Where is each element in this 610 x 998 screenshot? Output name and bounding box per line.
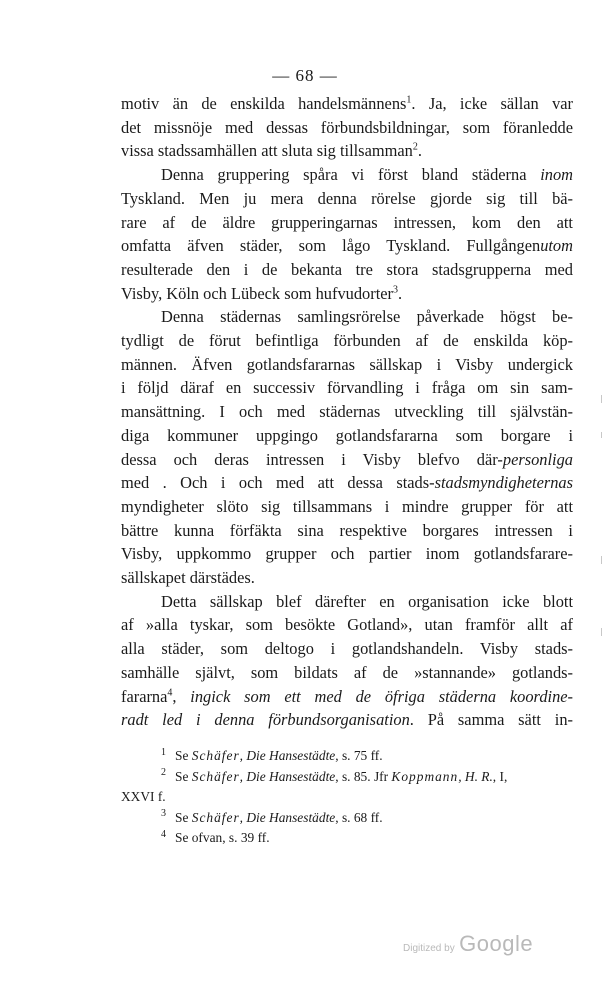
- work-title: , Die Hansestädte: [239, 809, 336, 825]
- author-name: Schäfer: [191, 768, 240, 784]
- line-text: . På samma sätt in-: [409, 710, 573, 730]
- footnote-ref: 4: [167, 687, 173, 699]
- text-line: [121, 566, 573, 590]
- text-line: [121, 708, 573, 732]
- work-title: , H. R.: [458, 768, 493, 784]
- text-line: [121, 139, 573, 163]
- text-line: [121, 542, 573, 566]
- footnote-text: , I,: [492, 768, 508, 784]
- footnote: 2 Se Schäfer, Die Hansestädte, s. 85. Jfr Koppmann, H. R., I,: [161, 767, 508, 784]
- footnote-text: Se ofvan, s. 39 ff.: [175, 830, 270, 845]
- line-text: fararna: [121, 686, 168, 706]
- line-text: Visby, uppkommo grupper och partier inom gotlandsfarare-: [121, 544, 573, 564]
- line-text: männen. Äfven gotlandsfararnas sällskap i Visby undergick: [121, 354, 573, 374]
- text-line: [121, 92, 573, 116]
- author-name: Schäfer: [191, 809, 240, 825]
- line-text: bättre kunna förfäkta sina respektive borgares intressen i: [121, 520, 573, 540]
- edge-mark: [601, 628, 602, 636]
- line-text: . Och i och med att dessa stads-: [162, 473, 435, 493]
- edge-mark: [601, 556, 602, 564]
- work-title: , Die Hansestädte: [239, 768, 336, 784]
- line-text: tydligt de förut befintliga förbunden af de enskilda köp-: [121, 331, 573, 351]
- digitized-prefix: Digitized by: [403, 943, 455, 954]
- line-text: af »alla tyskar, som besökte Gotland», utan framför allt af: [121, 615, 573, 635]
- footnote: [121, 787, 573, 808]
- text-line: [121, 400, 573, 424]
- google-logo: Google: [459, 931, 534, 956]
- text-line: [121, 305, 573, 329]
- footnote-ref: 1: [406, 94, 412, 106]
- text-line: [121, 495, 573, 519]
- footnote-text: , s. 85. Jfr: [335, 768, 392, 784]
- footnote-ref: 3: [393, 284, 398, 296]
- emphasis: inom: [540, 165, 573, 185]
- line-text: vissa stadssamhällen att sluta sig tillsamman: [121, 141, 413, 161]
- footnote-text: , s. 75 ff.: [335, 748, 383, 763]
- emphasis: ingick som ett med de öfriga städerna koordine-: [190, 686, 573, 706]
- line-text: dessa och deras: [121, 449, 266, 469]
- page-number: — 68 —: [272, 66, 338, 85]
- footnote-text: XXVI f.: [121, 789, 166, 804]
- text-line: [121, 163, 573, 187]
- line-text: omfatta äfven städer, som lågo: [121, 236, 387, 256]
- line-text: Denna gruppering spåra vi först bland städerna: [161, 165, 541, 185]
- text-line: [121, 353, 573, 377]
- line-text: med: [121, 473, 163, 493]
- footnote-ref: 2: [412, 141, 418, 153]
- text-line: [121, 637, 573, 661]
- text-line: [121, 282, 573, 306]
- emphasis: personliga: [502, 449, 573, 469]
- footnote-text: Se: [175, 809, 192, 825]
- text-line: [121, 590, 573, 614]
- text-line: [121, 329, 573, 353]
- line-text: myndigheter slöto sig tillsammans i mindre grupper för att: [121, 496, 573, 516]
- line-text: Denna städernas samlingsrörelse påverkade högst be-: [161, 307, 573, 327]
- text-line: [121, 613, 573, 637]
- footnote: 1 Se Schäfer, Die Hansestädte, s. 75 ff.: [161, 746, 383, 763]
- text-line: [121, 519, 573, 543]
- line-text: alla städer, som deltogo i gotlandshandeln. Visby stads-: [121, 639, 573, 659]
- line-text: . Ja, icke sällan var: [411, 94, 573, 113]
- text-line: [121, 376, 573, 400]
- line-text: Tyskland. Fullgången: [386, 236, 541, 256]
- author-name: Schäfer: [191, 748, 240, 763]
- digitized-watermark: [403, 931, 533, 957]
- line-text: Detta sällskap blef därefter en organisation icke blott: [161, 591, 573, 611]
- footnote-text: , s. 68 ff.: [335, 809, 383, 825]
- text-line: [121, 234, 573, 258]
- line-text: i följd däraf en successiv förvandling i fråga om sin sam-: [121, 378, 573, 398]
- emphasis: radt led i denna förbundsorganisation: [121, 710, 410, 730]
- emphasis: utom: [540, 236, 573, 256]
- line-text: samhälle självt, som bildats af de »stannande» gotlands-: [121, 662, 573, 682]
- footnote: 3 Se Schäfer, Die Hansestädte, s. 68 ff.: [161, 808, 383, 825]
- text-line: [121, 661, 573, 685]
- line-text: Visby, Köln och Lübeck som hufvudorter: [121, 283, 393, 303]
- line-text: diga kommuner uppgingo gotlandsfararna som borgare i: [121, 425, 573, 445]
- line-text: resulterade den i de bekanta tre stora stadsgrupperna med: [121, 259, 573, 279]
- text-line: [121, 187, 573, 211]
- line-text: mansättning. I och med städernas utveckling till självstän-: [121, 402, 573, 422]
- author-name: Koppmann: [391, 768, 459, 784]
- line-text: rare af de äldre grupperingarnas intressen, kom den att: [121, 212, 573, 232]
- line-text: det missnöje med dessas förbundsbildningar, som föranledde: [121, 117, 573, 137]
- footnote-text: Se: [175, 768, 192, 784]
- edge-mark: [601, 395, 602, 403]
- footnotes: [121, 746, 573, 849]
- body-text: [121, 92, 573, 732]
- line-text: Tyskland. Men ju mera denna rörelse gjorde sig till bä-: [121, 188, 573, 208]
- line-text: .: [417, 141, 422, 161]
- footnote-text: Se: [175, 748, 192, 763]
- line-text: motiv än de enskilda handelsmännens: [121, 94, 407, 113]
- footnote: 4 Se ofvan, s. 39 ff.: [161, 828, 270, 845]
- edge-mark: [601, 432, 602, 438]
- line-text: intressen i Visby blefvo där-: [265, 449, 503, 469]
- text-line: [121, 424, 573, 448]
- work-title: , Die Hansestädte: [239, 748, 336, 763]
- text-line: [121, 258, 573, 282]
- line-text: .: [398, 283, 403, 303]
- line-text: sällskapet därstädes.: [121, 568, 255, 588]
- text-line: [121, 685, 573, 709]
- line-text: ,: [172, 686, 191, 706]
- emphasis: stadsmyndigheternas: [434, 473, 573, 493]
- text-line: [121, 116, 573, 140]
- text-line: [121, 448, 573, 472]
- text-line: [121, 471, 573, 495]
- text-line: [121, 211, 573, 235]
